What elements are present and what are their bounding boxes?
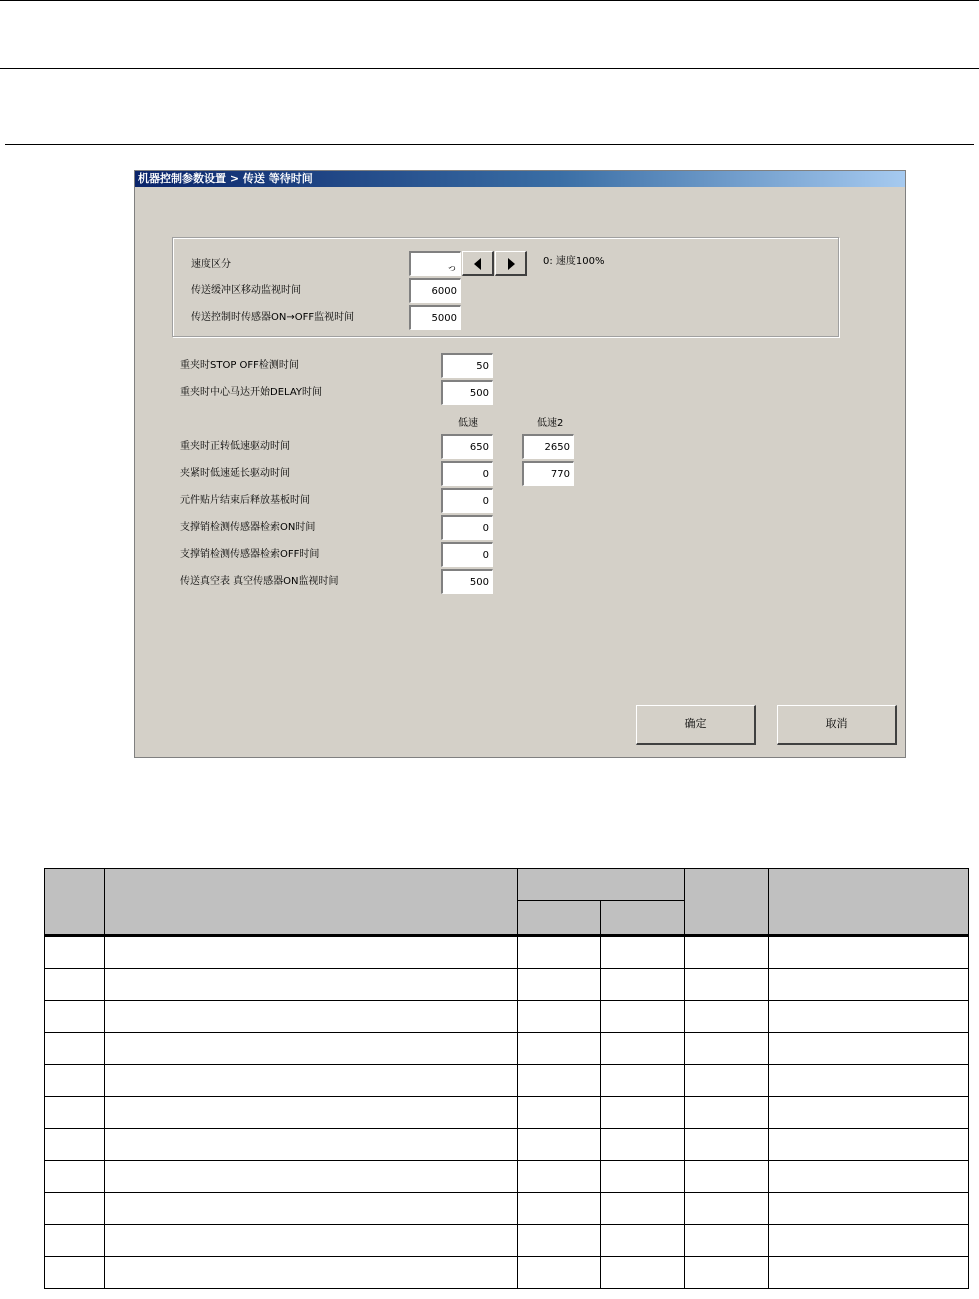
- table-row: [45, 1033, 969, 1065]
- table-cell: [601, 1065, 685, 1097]
- table-cell: [685, 1225, 769, 1257]
- table-cell: [518, 1033, 601, 1065]
- table-cell: [45, 1193, 105, 1225]
- table-cell: [601, 1033, 685, 1065]
- table-cell: [105, 1065, 518, 1097]
- triangle-right-icon: [508, 258, 515, 270]
- table-header-cell: [518, 901, 601, 936]
- table-cell: [769, 1225, 969, 1257]
- col-low2-header: 低速2: [537, 418, 564, 429]
- table-cell: [769, 1257, 969, 1289]
- table-cell: [601, 1257, 685, 1289]
- col-low-header: 低速: [458, 418, 478, 429]
- param-field-low2[interactable]: 2650: [522, 434, 574, 459]
- table-row: [45, 1193, 969, 1225]
- table-cell: [601, 1129, 685, 1161]
- table-row: [45, 1001, 969, 1033]
- table-cell: [518, 1065, 601, 1097]
- triangle-left-icon: [474, 258, 481, 270]
- table-cell: [518, 1161, 601, 1193]
- table-cell: [601, 1193, 685, 1225]
- table-cell: [105, 1225, 518, 1257]
- table-cell: [685, 969, 769, 1001]
- table-cell: [685, 1001, 769, 1033]
- table-cell: [769, 1033, 969, 1065]
- section-rule: [5, 144, 974, 145]
- table-cell: [105, 1257, 518, 1289]
- table-cell: [685, 1193, 769, 1225]
- sensor-onoff-label: 传送控制时传感器ON→OFF监视时间: [191, 312, 355, 323]
- table-cell: [601, 1161, 685, 1193]
- table-cell: [685, 1161, 769, 1193]
- table-header-cell: [105, 869, 518, 936]
- table-header-cell: [518, 869, 685, 901]
- buffer-move-field[interactable]: 6000: [409, 278, 461, 303]
- table-cell: [518, 1193, 601, 1225]
- table-header-cell: [685, 869, 769, 936]
- speed-prev-button[interactable]: [462, 251, 494, 276]
- table-cell: [45, 1257, 105, 1289]
- ok-button[interactable]: 确定: [636, 705, 756, 745]
- table-cell: [769, 1129, 969, 1161]
- param-label: 元件贴片结束后释放基板时间: [180, 495, 310, 506]
- table-cell: [45, 1129, 105, 1161]
- table-cell: [518, 1257, 601, 1289]
- top-rule: [0, 0, 979, 1]
- table-cell: [601, 1001, 685, 1033]
- table-cell: [685, 1257, 769, 1289]
- table-cell: [601, 1225, 685, 1257]
- param-label: 支撑销检测传感器检索ON时间: [180, 522, 316, 533]
- table-cell: [105, 936, 518, 969]
- table-row: [45, 1225, 969, 1257]
- table-cell: [769, 1161, 969, 1193]
- table-header-cell: [45, 869, 105, 936]
- table-cell: [769, 1097, 969, 1129]
- table-cell: [518, 936, 601, 969]
- table-cell: [518, 1001, 601, 1033]
- table-cell: [45, 1033, 105, 1065]
- table-cell: [518, 1225, 601, 1257]
- table-cell: [685, 1033, 769, 1065]
- table-row: [45, 1097, 969, 1129]
- table-cell: [601, 969, 685, 1001]
- table-cell: [769, 1193, 969, 1225]
- param-field[interactable]: 0: [441, 461, 493, 486]
- table-row: [45, 1065, 969, 1097]
- table-cell: [769, 969, 969, 1001]
- table-cell: [45, 1225, 105, 1257]
- header-rule: [0, 68, 979, 69]
- param-label: 重夹时中心马达开始DELAY时间: [180, 387, 322, 398]
- table-cell: [518, 1129, 601, 1161]
- table-row: [45, 1161, 969, 1193]
- table-row: [45, 1129, 969, 1161]
- param-field[interactable]: 650: [441, 434, 493, 459]
- param-label: 支撑销检测传感器检索OFF时间: [180, 549, 320, 560]
- window-title: 机器控制参数设置 > 传送 等待时间: [135, 171, 905, 187]
- table-cell: [105, 969, 518, 1001]
- table-cell: [105, 1033, 518, 1065]
- table-row: [45, 936, 969, 969]
- param-label: 重夹时正转低速驱动时间: [180, 441, 290, 452]
- table-cell: [45, 969, 105, 1001]
- cancel-button[interactable]: 取消: [777, 705, 897, 745]
- table-cell: [45, 1161, 105, 1193]
- table-cell: [45, 936, 105, 969]
- param-field-low2[interactable]: 770: [522, 461, 574, 486]
- param-label: 夹紧时低速延长驱动时间: [180, 468, 290, 479]
- param-field[interactable]: 0: [441, 542, 493, 567]
- param-field[interactable]: 500: [441, 380, 493, 405]
- param-field[interactable]: 0: [441, 488, 493, 513]
- param-field[interactable]: 50: [441, 353, 493, 378]
- table-cell: [685, 936, 769, 969]
- param-label: 传送真空表 真空传感器ON监视时间: [180, 576, 339, 587]
- reference-table: [44, 868, 969, 1289]
- table-cell: [518, 969, 601, 1001]
- table-cell: [769, 1001, 969, 1033]
- speed-next-button[interactable]: [495, 251, 527, 276]
- sensor-onoff-field[interactable]: 5000: [409, 305, 461, 330]
- table-body: [45, 936, 969, 1289]
- param-field[interactable]: 500: [441, 569, 493, 594]
- table-cell: [518, 1097, 601, 1129]
- table-cell: [105, 1001, 518, 1033]
- table-header-cell: [601, 901, 685, 936]
- table-cell: [105, 1161, 518, 1193]
- param-label: 重夹时STOP OFF检测时间: [180, 360, 299, 371]
- table-header-cell: [769, 869, 969, 936]
- settings-window: [134, 170, 906, 758]
- table-cell: [685, 1129, 769, 1161]
- speed-class-label: 速度区分: [191, 259, 231, 270]
- table-cell: [45, 1097, 105, 1129]
- speed-note: 0: 速度100%: [543, 256, 605, 267]
- table-row: [45, 969, 969, 1001]
- table-cell: [105, 1129, 518, 1161]
- table-cell: [685, 1065, 769, 1097]
- buffer-move-label: 传送缓冲区移动监视时间: [191, 285, 301, 296]
- speed-class-field[interactable]: っ: [409, 251, 461, 276]
- table-row: [45, 1257, 969, 1289]
- table-cell: [769, 1065, 969, 1097]
- table-cell: [45, 1065, 105, 1097]
- table-cell: [769, 936, 969, 969]
- table-cell: [601, 1097, 685, 1129]
- param-field[interactable]: 0: [441, 515, 493, 540]
- table-cell: [601, 936, 685, 969]
- table-cell: [685, 1097, 769, 1129]
- table-cell: [105, 1097, 518, 1129]
- table-cell: [45, 1001, 105, 1033]
- table-cell: [105, 1193, 518, 1225]
